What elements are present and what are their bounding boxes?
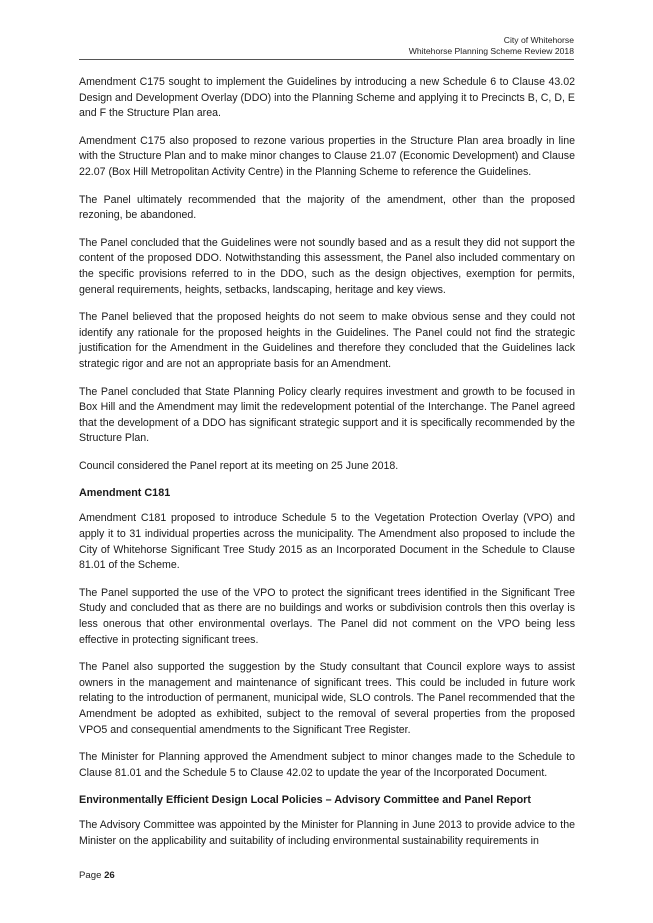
paragraph: The Panel also supported the suggestion by the Study consultant that Council explore ways to assist owners in the management and maintenance of significant trees. This could be included in future work relating to the introduction of permanent, municipal wide, SLO controls. The Panel recommended that the Amendment be adopted as exhibited, subject to the removal of several properties from the proposed VPO5 and consequential amendments to the Significant Tree Register. <box>79 661 575 736</box>
running-header <box>409 35 574 57</box>
section-heading: Amendment C181 <box>79 487 171 500</box>
paragraph: The Panel concluded that the Guidelines were not soundly based and as a result they did not support the content of the proposed DDO. Notwithstanding this assessment, the Panel also included commentary on the specific provisions referred to in the DDO, such as the design objectives, exemption for permits, general requirements, heights, setbacks, landscaping, heritage and key views. <box>79 236 575 296</box>
paragraph: Council considered the Panel report at its meeting on 25 June 2018. <box>79 459 399 472</box>
section-heading: Environmentally Efficient Design Local Policies – Advisory Committee and Panel Report <box>79 794 531 807</box>
paragraph: The Panel concluded that State Planning Policy clearly requires investment and growth to be focused in Box Hill and the Amendment may limit the redevelopment potential of the Interchange. The Panel agreed that the development of a DDO has significant strategic support and it is specifically recommended by the Structure Plan. <box>79 385 575 445</box>
paragraph: The Panel ultimately recommended that the majority of the amendment, other than the proposed rezoning, be abandoned. <box>79 193 575 222</box>
header-doc-title: Whitehorse Planning Scheme Review 2018 <box>408 46 574 56</box>
page-number: 26 <box>104 870 115 881</box>
paragraph: The Panel believed that the proposed heights do not seem to make obvious sense and they could not identify any rationale for the proposed heights in the Guidelines. The Panel could not find the strategic justification for the Amendment in the Guidelines and therefore they concluded that the Guidelines lack strategic rigor and are not an appropriate basis for an Amendment. <box>79 311 575 370</box>
paragraph: Amendment C181 proposed to introduce Schedule 5 to the Vegetation Protection Overlay (VPO) and apply it to 31 individual properties across the municipality. The Amendment also proposed to include the City of Whitehorse Significant Tree Study 2015 as an Incorporated Document in the Schedule to Clause 81.01 of the Scheme. <box>79 512 575 572</box>
paragraph: Amendment C175 also proposed to rezone various properties in the Structure Plan area broadly in line with the Structure Plan and to make minor changes to Clause 21.07 (Economic Development) and Clause 22.07 (Box Hill Metropolitan Activity Centre) in the Planning Scheme to reference the Guidelines. <box>79 134 575 178</box>
paragraph: Amendment C175 sought to implement the Guidelines by introducing a new Schedule 6 to Clause 43.02 Design and Development Overlay (DDO) into the Planning Scheme and applying it to Precincts B, C, D, E and F the Structure Plan area. <box>79 76 575 120</box>
paragraph: The Minister for Planning approved the Amendment subject to minor changes made to the Schedule to Clause 81.01 and the Schedule 5 to Clause 42.02 to update the year of the Incorporated Document. <box>79 751 575 779</box>
header-org: City of Whitehorse <box>503 35 574 45</box>
page-label: Page <box>79 870 105 881</box>
paragraph: The Advisory Committee was appointed by the Minister for Planning in June 2013 to provide advice to the Minister on the applicability and suitability of including environmental sustainability requirements in <box>79 819 575 847</box>
header-rule <box>79 59 574 60</box>
paragraph: The Panel supported the use of the VPO to protect the significant trees identified in the Significant Tree Study and concluded that as there are no buildings and works or subdivision controls then this overlay is less onerous that other environmental overlays. The Panel did not comment on the VPO being less effective in protecting significant trees. <box>79 586 575 646</box>
page-body <box>79 75 575 862</box>
page-footer <box>79 870 115 881</box>
